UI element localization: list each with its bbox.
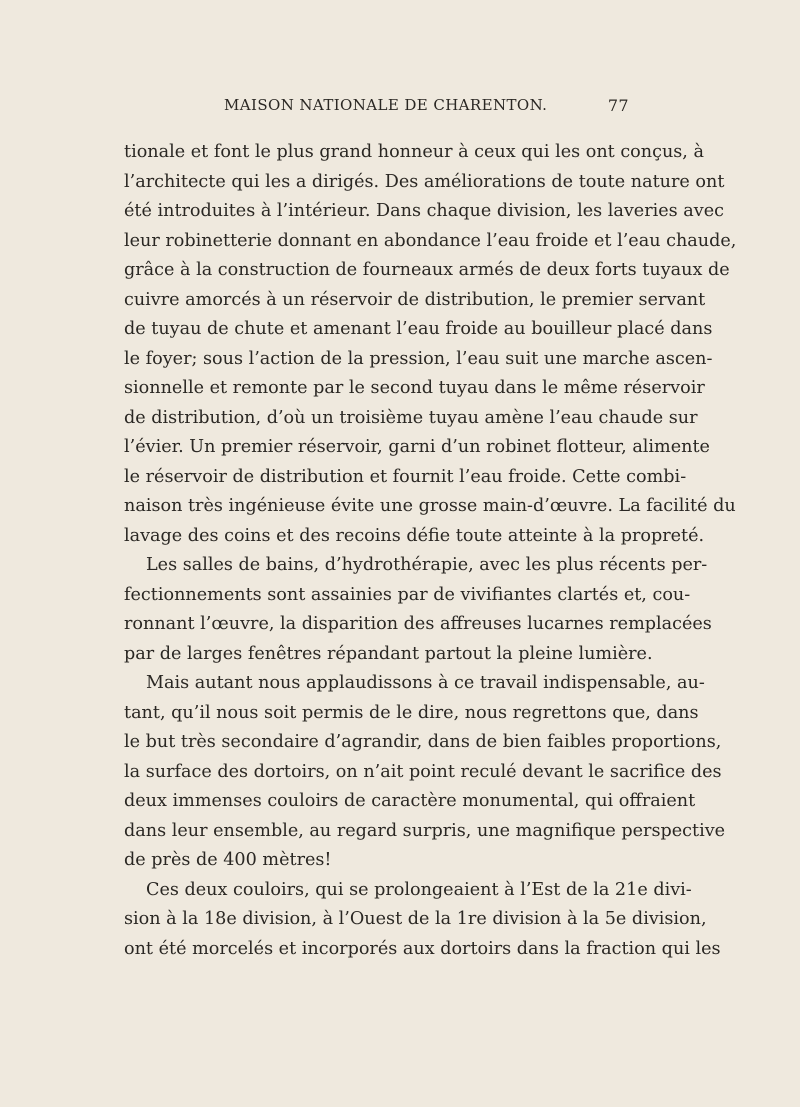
text-line: deux immenses couloirs de caractère monumental, qui offraient bbox=[124, 791, 696, 811]
text-line: de distribution, d’où un troisième tuyau amène l’eau chaude sur bbox=[124, 407, 698, 428]
running-title: MAISON NATIONALE DE CHARENTON. bbox=[224, 96, 548, 114]
text-line: sionnelle et remonte par le second tuyau dans le même réservoir bbox=[124, 378, 705, 398]
text-line: le foyer; sous l’action de la pression, l’eau suit une marche ascen- bbox=[124, 348, 713, 369]
text-line: naison très ingénieuse évite une grosse main-d’œuvre. La facilité du bbox=[124, 496, 736, 516]
text-line: ont été morcelés et incorporés aux dortoirs dans la fraction qui les bbox=[124, 938, 721, 959]
text-line: Ces deux couloirs, qui se prolongeaient à l’Est de la 21e divi- bbox=[146, 879, 692, 900]
text-line: fectionnements sont assainies par de vivifiantes clartés et, cou- bbox=[124, 584, 691, 605]
text-line: Les salles de bains, d’hydrothérapie, avec les plus récents per- bbox=[146, 555, 708, 575]
text-line: le réservoir de distribution et fournit l’eau froide. Cette combi- bbox=[124, 466, 687, 487]
text-line: de près de 400 mètres! bbox=[124, 850, 332, 870]
text-line: été introduites à l’intérieur. Dans chaque division, les laveries avec bbox=[124, 201, 724, 221]
text-line: par de larges fenêtres répandant partout la pleine lumière. bbox=[124, 643, 653, 664]
text-line: ronnant l’œuvre, la disparition des affreuses lucarnes remplacées bbox=[124, 614, 712, 634]
text-line: sion à la 18e division, à l’Ouest de la 1re division à la 5e division, bbox=[124, 909, 707, 929]
text-line: de tuyau de chute et amenant l’eau froide au bouilleur placé dans bbox=[124, 319, 713, 339]
text-line: la surface des dortoirs, on n’ait point reculé devant le sacrifice des bbox=[124, 761, 722, 782]
text-line: Mais autant nous applaudissons à ce travail indispensable, au- bbox=[146, 673, 705, 693]
text-line: cuivre amorcés à un réservoir de distribution, le premier servant bbox=[124, 289, 706, 310]
page-header bbox=[124, 96, 629, 130]
text-line: leur robinetterie donnant en abondance l’eau froide et l’eau chaude, bbox=[124, 230, 737, 251]
text-line: grâce à la construction de fourneaux armés de deux forts tuyaux de bbox=[124, 260, 730, 280]
text-line: l’architecte qui les a dirigés. Des améliorations de toute nature ont bbox=[124, 171, 725, 192]
text-line: tant, qu’il nous soit permis de le dire, nous regrettons que, dans bbox=[124, 702, 699, 723]
body-text bbox=[124, 138, 737, 964]
text-line: l’évier. Un premier réservoir, garni d’un robinet flotteur, alimente bbox=[124, 437, 710, 457]
text-line: le but très secondaire d’agrandir, dans de bien faibles proportions, bbox=[124, 732, 722, 752]
text-line: lavage des coins et des recoins défie toute atteinte à la propreté. bbox=[124, 525, 705, 546]
text-line: dans leur ensemble, au regard surpris, une magnifique perspective bbox=[124, 820, 726, 841]
text-line: tionale et font le plus grand honneur à ceux qui les ont conçus, à bbox=[124, 142, 704, 162]
page-number: 77 bbox=[607, 96, 629, 115]
